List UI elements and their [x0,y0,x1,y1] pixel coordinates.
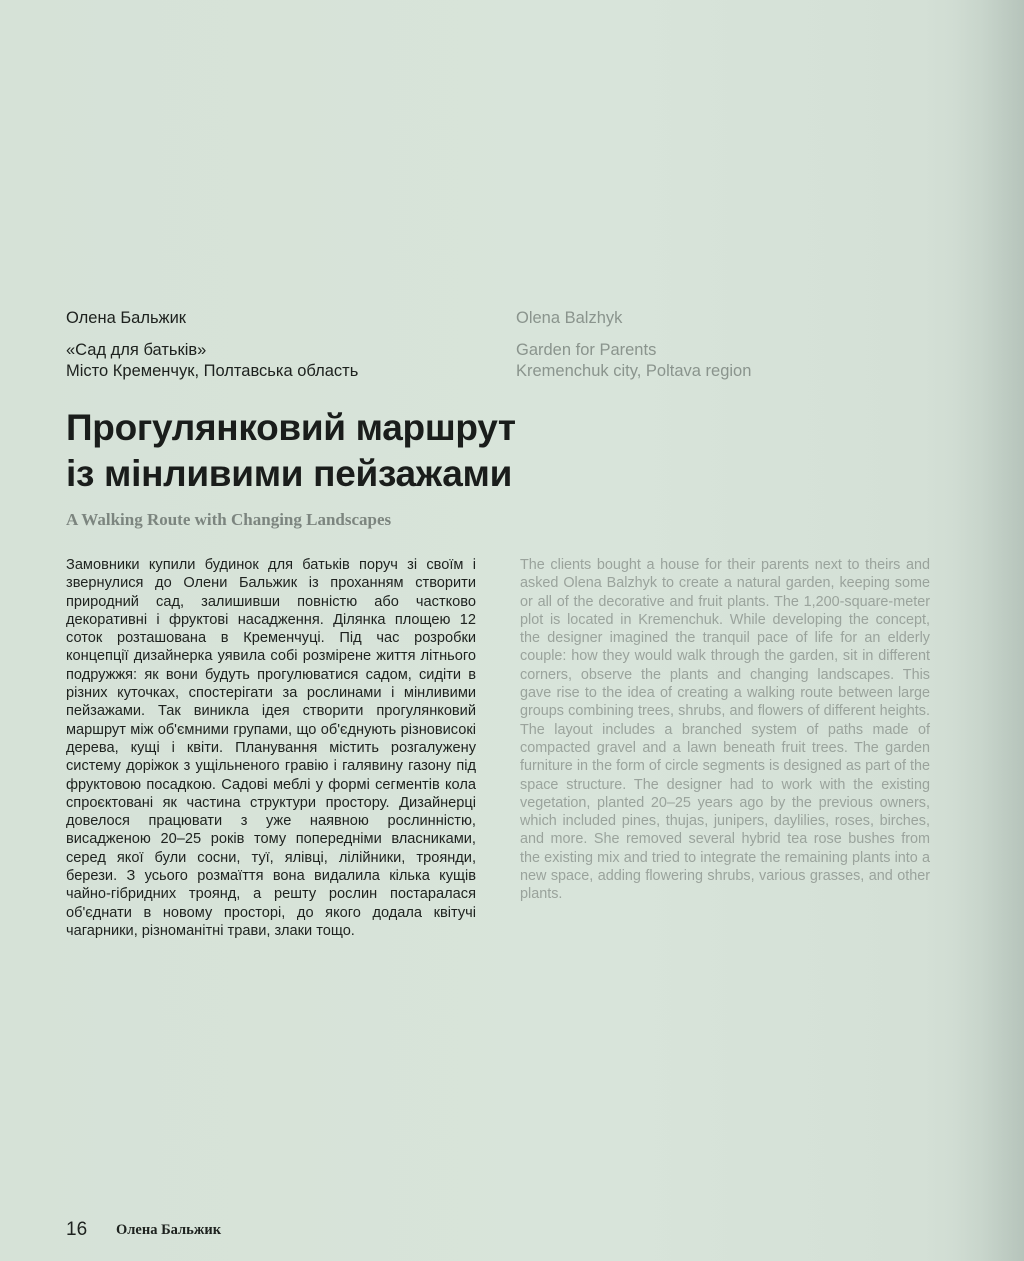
article-title [66,405,626,497]
body-text-en: The clients bought a house for their parents next to theirs and asked Olena Balzhyk to create a natural garden, keeping some or all of the decorative and fruit plants. The 1,200-square-meter plot is located in Kremenchuk. While developing the concept, the designer imagined the tranquil pace of life for an elderly couple: how they would walk through the garden, sit in different corners, observe the plants and changing landscapes. This gave rise to the idea of creating a walking route between large groups combining trees, shrubs, and flowers of different heights. The layout includes a branched system of paths made of compacted gravel and a lawn beneath fruit trees. The garden furniture in the form of circle segments is designed as part of the space structure. The designer had to work with the existing vegetation, planted 20–25 years ago by the previous owners, which included pines, thujas, junipers, daylilies, roses, birches, and more. She removed several hybrid tea rose bushes from the existing mix and tried to integrate the remaining plants into a new space, adding flowering shrubs, various grasses, and other plants. [520,557,930,903]
article-subtitle-en: A Walking Route with Changing Landscapes [66,510,392,529]
body-column-uk [66,556,476,940]
project-info-uk [66,340,358,382]
author-name-uk: Олена Бальжик [66,309,187,327]
page-fold-shadow [954,0,1024,1261]
project-name-en: Garden for Parents [516,341,657,359]
project-location-en: Kremenchuk city, Poltava region [516,362,752,380]
body-column-en [520,556,930,904]
project-location-uk: Місто Кременчук, Полтавська область [66,362,359,380]
project-name-uk: «Сад для батьків» [66,341,207,359]
page-number: 16 [66,1219,88,1240]
article-title-line-1: Прогулянковий маршрут [66,407,516,448]
body-text-uk: Замовники купили будинок для батьків поруч зі своїм і звернулися до Олени Бальжик із проханням створити природний сад, залишивши повністю або частково декоративні і фруктові насадження. Ділянка площею 12 соток розташована в Кременчуці. Під час розробки концепції дизайнерка уявила собі розмірене життя літнього подружжя: як вони будуть прогулюватися садом, сидіти в різних куточках, спостерігати за рослинами і мінливими пейзажами. Так виникла ідея створити прогулянковий маршрут між об'ємними групами, що об'єднують різновисокі дерева, кущі і квіти. Планування містить розгалужену систему доріжок з ущільненого гравію і галявину газону під фруктовою посадкою. Садові меблі у формі сегментів кола спроєктовані як частина структури простору. Дизайнерці довелося працювати з уже наявною рослинністю, висадженою 20–25 років тому попередніми власниками, серед якої були сосни, туї, ялівці, лілійники, троянди, берези. З усього розмаїття вона видалила кілька кущів чайно-гібридних троянд, а решту рослин постаралася об'єднати в новому просторі, до якого додала квітучі чагарники, різноманітні трави, злаки тощо. [66,557,476,939]
project-info-en [516,340,751,382]
author-name-en: Olena Balzhyk [516,309,623,327]
article-title-line-2: із мінливими пейзажами [66,453,513,494]
footer-author-name: Олена Бальжик [116,1222,222,1238]
